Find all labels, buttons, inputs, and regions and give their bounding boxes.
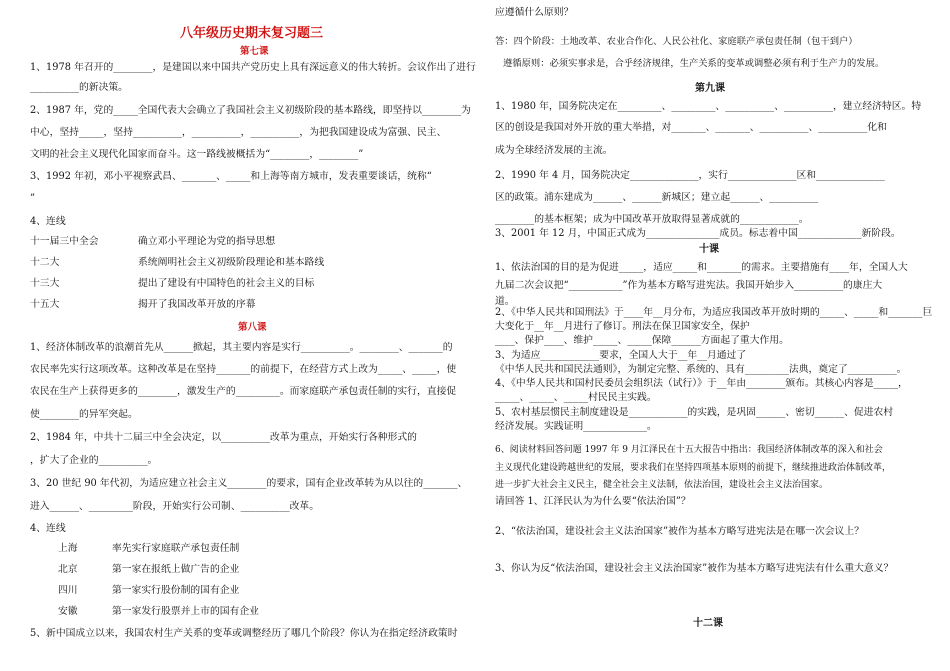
question-text: 3、2001 年 12 月，中国正式成为_______________成员。标志着中国_____________新阶段。	[495, 228, 901, 239]
question-text: 成为全球经济发展的主流。	[495, 145, 613, 156]
question-text: 2、1990 年 4 月，国务院决定______________，实行______________区和______________	[495, 170, 885, 181]
match-right: 确立邓小平理论为党的指导思想	[138, 236, 276, 247]
lesson-10-heading: 十课	[699, 244, 719, 255]
question-text: 4、连线	[30, 216, 66, 227]
question-text: 道。	[495, 296, 515, 307]
question-text: 1、依法治国的目的是为促进_____，适应_____和_______的需求。主要措施有____年，全国人大	[495, 262, 908, 273]
question-text: 5、新中国成立以来，我国农村生产关系的变革或调整经历了哪几个阶段？你认为在指定经济政策时	[30, 628, 458, 639]
question-text: 1、1980 年，国务院决定在_________、_________、__________、__________，建立经济特区。特	[495, 101, 922, 112]
question-text: 农民率先实行这项改革。这种改革是在坚持_______的前提下，在经营方式上改为_____、_____，使	[30, 364, 457, 375]
question-text: 文明的社会主义现代化国家而奋斗。这一路线被概括为“________，________”	[30, 149, 364, 160]
question-text: 4、连线	[30, 523, 66, 534]
match-left: 北京	[58, 564, 78, 575]
question-text: 九届二次会议把“___________”作为基本方略写进宪法。我国开始步入__________的康庄大	[495, 280, 883, 291]
question-text: 经济发展。实践证明_____________。	[495, 421, 657, 432]
question-text: ________的基本框架；成为中国改革开放取得显著成就的____________。	[495, 214, 809, 225]
reading-question: 进一步扩大社会主义民主，健全社会主义法制，依法治国，建设社会主义法治国家。	[495, 480, 829, 490]
match-right: 第一家在报纸上做广告的企业	[112, 564, 240, 575]
reading-question: 主义现代化建设跨越世纪的发展，要求我们在坚持四项基本原则的前提下，继续推进政治体制改革，	[495, 463, 892, 473]
match-left: 十二大	[30, 257, 60, 268]
question-text: 区的政策。浦东建成为______、______新城区；建立起______、__________	[495, 192, 819, 203]
question-text: 5、农村基层惯民主制度建设是____________的实践，是巩固______、密切______、促进农村	[495, 407, 894, 418]
question-text: 大变化于__年__月进行了修订。刑法在保卫国家安全，保护	[495, 321, 750, 332]
question-text: 1、经济体制改革的浪潮首先从______掀起，其主要内容是实行__________。________、_______的	[30, 342, 453, 353]
question-text: 进入______、_________阶段，开始实行公司制、__________改革。	[30, 501, 320, 512]
answer-text: 答：四个阶段：土地改革、农业合作化、人民公社化、家庭联产承包责任制（包干到户）	[495, 36, 858, 47]
match-right: 第一家发行股票并上市的国有企业	[112, 606, 259, 617]
match-left: 十三大	[30, 278, 60, 289]
match-left: 四川	[58, 585, 78, 596]
question-text: 《中华人民共和国民法通则》，为制定完整、系统的、具有_________法典，奠定了__________。	[495, 364, 907, 375]
match-left: 上海	[58, 543, 78, 554]
match-left: 安徽	[58, 606, 78, 617]
question-text: 中心，坚持_____，坚持__________，__________，__________，为把我国建设成为富强、民主、	[30, 127, 447, 138]
question-text: 应遵循什么原则？	[495, 7, 574, 18]
match-right: 第一家实行股份制的国有企业	[112, 585, 240, 596]
question-text: ，扩大了企业的__________。	[30, 455, 158, 466]
match-right: 率先实行家庭联产承包责任制	[112, 543, 240, 554]
match-right: 系统阐明社会主义初级阶段理论和基本路线	[138, 257, 325, 268]
question-text: 请回答 1、江泽民认为为什么要“依法治国”？	[495, 496, 691, 507]
answer-text: 遵循原则：必须实事求是，合乎经济规律，生产关系的变革或调整必须有利于生产力的发展。	[503, 58, 885, 69]
question-text: 3、为适应____________要求，全国人大于__年__月通过了	[495, 350, 747, 361]
question-text: 3、1992 年初，邓小平视察武昌、_______、_____和上海等南方城市，发表重要谈话，统称“	[30, 171, 432, 182]
question-text: 农民在生产上获得更多的________，激发生产的_________。而家庭联产承包责任制的实行，直接促	[30, 386, 457, 397]
question-text: ”	[30, 193, 36, 204]
lesson-8-heading: 第八课	[238, 322, 267, 333]
match-left: 十五大	[30, 299, 60, 310]
question-text: 使________的异军突起。	[30, 409, 138, 420]
reading-question: 6、阅读材料回答问题 1997 年 9 月江泽民在十五大报告中指出：我国经济体制改革的深入和社会	[495, 445, 883, 455]
page-title: 八年级历史期末复习题三	[180, 26, 324, 41]
question-text: 2、《中华人民共和国刑法》于____年__月分布，为适应我国改革开放时期的_____、_____和_______巨	[495, 307, 933, 318]
lesson-7-heading: 第七课	[240, 46, 269, 57]
question-text: 4、《中华人民共和国村民委员会组织法（试行）》于__年由________颁布。其核心内容是_____，	[495, 378, 908, 389]
lesson-9-heading: 第九课	[695, 83, 725, 94]
question-text: 1、1978 年召开的________，是建国以来中国共产党历史上具有深远意义的伟大转折。会议作出了进行	[30, 62, 476, 73]
match-right: 提出了建设有中国特色的社会主义的目标	[138, 278, 315, 289]
question-text: 2、“依法治国，建设社会主义法治国家”被作为基本方略写进宪法是在哪一次会议上？	[495, 526, 864, 537]
question-text: 2、1987 年，党的_____全国代表大会确立了我国社会主义初级阶段的基本路线，即坚持以________为	[30, 105, 471, 116]
question-text: _____、_____、_____村民民主实践。	[495, 392, 657, 403]
question-text: 区的创设是我国对外开放的重大举措，对_______、_______、__________、__________化和	[495, 122, 887, 133]
question-text: 3、20 世纪 90 年代初，为适应建立社会主义________的要求，国有企业改革转为从以往的_______、	[30, 478, 468, 489]
question-text: 2、1984 年，中共十二届三中全会决定，以__________改革为重点，开始实行各种形式的	[30, 432, 417, 443]
lesson-12-heading: 十二课	[693, 618, 723, 629]
question-text: 3、你认为反“依法治国，建设社会主义法治国家”被作为基本方略写进宪法有什么重大意义？	[495, 563, 894, 574]
match-left: 十一届三中全会	[30, 236, 99, 247]
question-text: __________的新决策。	[30, 82, 128, 93]
question-text: ____、保护____、维护_____、_____保障______方面起了重大作用。	[495, 335, 789, 346]
match-right: 揭开了我国改革开放的序幕	[138, 299, 256, 310]
